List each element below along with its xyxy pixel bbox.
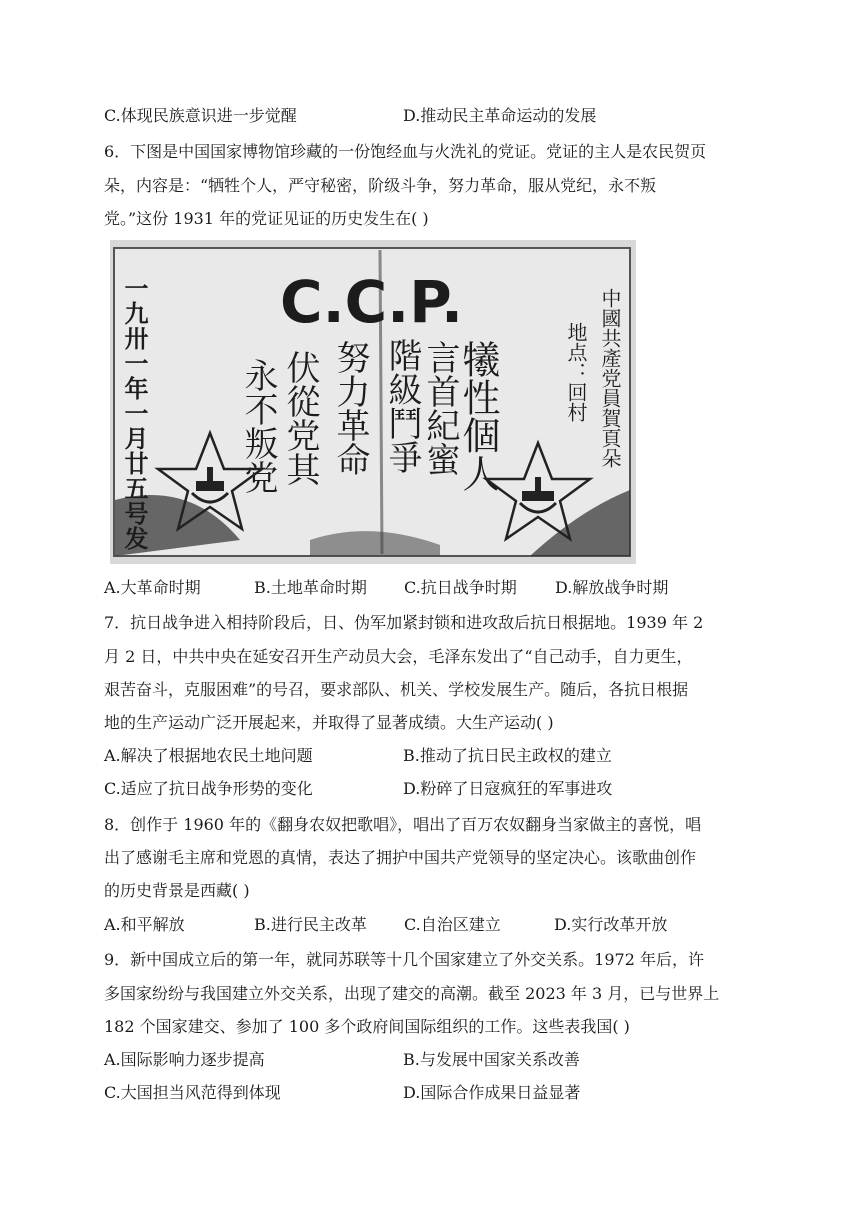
q8-option-a: A.和平解放 (104, 915, 185, 934)
q6-option-b: B.土地革命时期 (254, 578, 367, 597)
q6-option-c: C.抗日战争时期 (404, 578, 517, 597)
q8-stem-line-2: 出了感谢毛主席和党恩的真情，表达了拥护中国共产党领导的坚定决心。该歌曲创作 (104, 848, 697, 867)
owner-column-2: 地点：回村 (564, 322, 588, 422)
q6-stem-line-3: 党。”这份 1931 年的党证见证的历史发生在( ) (104, 209, 429, 228)
q8-stem-line-3: 的历史背景是西藏( ) (104, 881, 250, 900)
q9-stem-line-3: 182 个国家建交、参加了 100 多个政府间国际组织的工作。这些表我国( ) (104, 1017, 630, 1036)
q7-option-c: C.适应了抗日战争形势的变化 (104, 779, 313, 798)
q7-option-d: D.粉碎了日寇疯狂的军事进攻 (403, 779, 613, 798)
oath-column-4: 努力革命 (330, 340, 370, 476)
oath-column-1: 犧性個人 (456, 340, 500, 492)
party-certificate-photo (110, 240, 636, 564)
q7-stem-line-3: 艰苦奋斗，克服困难”的号召，要求部队、机关、学校发展生产。随后，各抗日根据 (104, 680, 689, 699)
q7-stem-line-2: 月 2 日，中共中央在延安召开生产动员大会，毛泽东发出了“自己动手，自力更生， (104, 647, 693, 666)
q6-option-d: D.解放战争时期 (555, 578, 669, 597)
q7-option-b: B.推动了抗日民主政权的建立 (403, 746, 612, 765)
q9-option-b: B.与发展中国家关系改善 (403, 1050, 580, 1069)
q7-stem-line-4: 地的生产运动广泛开展起来，并取得了显著成绩。大生产运动( ) (104, 713, 554, 732)
oath-column-6: 永不叛党 (238, 358, 278, 494)
q6-option-a: A.大革命时期 (104, 578, 201, 597)
q9-stem-line-1: 9．新中国成立后的第一年，就同苏联等十几个国家建立了外交关系。1972 年后，许 (104, 950, 704, 969)
oath-column-5: 伏從党其 (280, 350, 320, 486)
q9-option-a: A.国际影响力逐步提高 (104, 1050, 265, 1069)
q7-stem-line-1: 7．抗日战争进入相持阶段后，日、伪军加紧封锁和进攻敌后抗日根据地。1939 年 2 (104, 613, 704, 632)
q9-stem-line-2: 多国家纷纷与我国建立外交关系，出现了建交的高潮。截至 2023 年 3 月，已与世界上 (104, 984, 720, 1003)
certificate-date-column: 一九卅一年一月廿五号发 (120, 276, 148, 551)
q8-option-b: B.进行民主改革 (254, 915, 367, 934)
q8-option-d: D.实行改革开放 (554, 915, 668, 934)
certificate-header: C.C.P. (280, 268, 464, 336)
q6-stem-line-1: 6．下图是中国国家博物馆珍藏的一份饱经血与火洗礼的党证。党证的主人是农民贺页 (104, 142, 707, 161)
q8-option-c: C.自治区建立 (404, 915, 501, 934)
q9-option-c: C.大国担当风范得到体现 (104, 1083, 281, 1102)
q6-stem-line-2: 朵，内容是：“牺牲个人，严守秘密，阶级斗争，努力革命，服从党纪，永不叛 (104, 176, 657, 195)
oath-column-3: 階級鬥爭 (382, 338, 422, 474)
oath-column-2: 言首紀蜜 (420, 340, 460, 476)
q5-option-c: C.体现民族意识进一步觉醒 (104, 106, 297, 125)
q8-stem-line-1: 8．创作于 1960 年的《翻身农奴把歌唱》，唱出了百万农奴翻身当家做主的喜悦，唱 (104, 815, 702, 834)
q5-option-d: D.推动民主革命运动的发展 (403, 106, 597, 125)
q7-option-a: A.解决了根据地农民土地问题 (104, 746, 313, 765)
q9-option-d: D.国际合作成果日益显著 (403, 1083, 581, 1102)
owner-column-1: 中國共產党員賀頁朵 (598, 288, 622, 468)
